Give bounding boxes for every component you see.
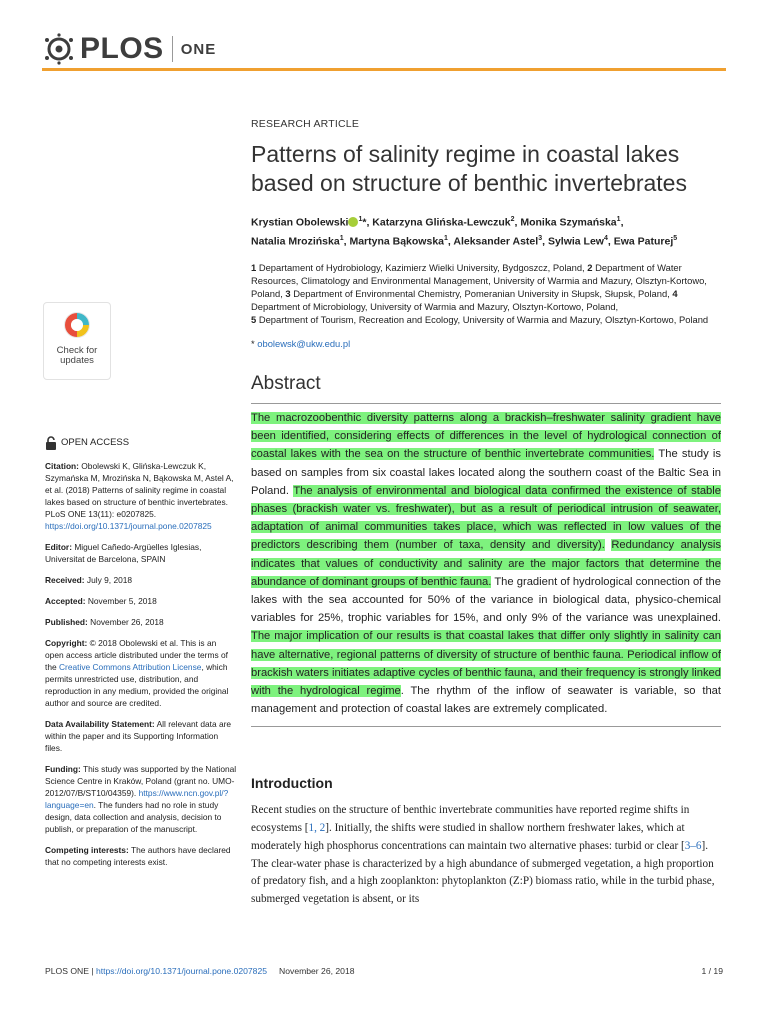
abstract-bottom-rule xyxy=(251,726,721,727)
abstract-highlight: Redundancy analysis indicates that values of conductivity and salinity are the major factors that determine the abundance of dominant groups of benthic fauna. xyxy=(251,539,722,588)
accepted-block xyxy=(45,595,237,607)
abstract-highlight: The analysis of environmental and biological data confirmed the existence of stable phases (brackish water vs. freshwater), but as a result of periodical intrusion of seawater, adaptation of animal communities takes place, which was reflected in low values of the predictors describing them (number of taxa, density and diversity). xyxy=(251,484,721,552)
orcid-icon[interactable] xyxy=(348,217,358,227)
abstract-text: . The rhythm of the inflow of seawater is variable, so that management and protection of coastal lakes are extremely complicated. xyxy=(251,685,721,716)
footer-separator: | xyxy=(88,966,96,976)
funding-text-2: . The funders had no role in study design, data collection and analysis, decision to publish, or preparation of the manuscript. xyxy=(45,800,222,834)
author-affil-sup: 3 xyxy=(538,234,543,242)
citation-doi-link[interactable]: https://doi.org/10.1371/journal.pone.0207825 xyxy=(45,521,212,531)
published-date: November 26, 2018 xyxy=(90,617,164,627)
check-for-updates-badge[interactable] xyxy=(43,302,111,380)
affil-text: Department of Tourism, Recreation and Ecology, University of Warmia and Mazury, Olsztyn-Kortowo, Poland xyxy=(258,314,709,325)
abstract-heading: Abstract xyxy=(251,373,321,394)
citation-block xyxy=(45,460,237,532)
data-availability-block xyxy=(45,718,237,754)
author-affil-sup: 4 xyxy=(603,234,608,242)
funding-block xyxy=(45,763,237,835)
author-name[interactable]: Monika Szymańska xyxy=(520,216,617,229)
abstract-body xyxy=(251,409,721,718)
copyright-text-2: , which permits unrestricted use, distribution, and reproduction in any medium, provided the original author and source are credited. xyxy=(45,662,229,708)
email-link[interactable]: obolewsk@ukw.edu.pl xyxy=(257,338,351,349)
check-for-updates-line2: updates xyxy=(60,355,94,366)
author-affil-sup: 1 xyxy=(358,216,363,223)
affil-number: 2 xyxy=(587,262,593,273)
article-title: Patterns of salinity regime in coastal lakes based on structure of benthic invertebrates xyxy=(251,141,687,196)
received-label: Received: xyxy=(45,575,85,585)
open-access-label xyxy=(45,436,237,450)
corresponding-mark: * xyxy=(362,216,367,229)
author-name[interactable]: Martyna Bąkowska xyxy=(349,235,444,247)
reference-link[interactable]: 3–6 xyxy=(684,839,702,852)
article-main xyxy=(251,118,721,909)
data-availability-text: All relevant data are within the paper and its Supporting Information files. xyxy=(45,719,232,753)
plos-logo-icon xyxy=(42,32,76,66)
competing-interests-block xyxy=(45,844,237,868)
abstract-highlight: The major implication of our results is that coastal lakes that differ only slightly in salinity can have alternative, regional patterns of diversity of structure of benthic fauna. Periodical inflow of brackish waters initiates adaptive cycles of benthic fauna, and their frequency is strongly linked with the hydrological regime xyxy=(251,630,721,698)
accepted-date: November 5, 2018 xyxy=(87,596,157,606)
license-link[interactable]: Creative Commons Attribution License xyxy=(58,662,202,672)
copyright-label: Copyright: xyxy=(45,638,88,648)
affil-number: 5 xyxy=(251,314,257,325)
author-name[interactable]: Sylwia Lew xyxy=(547,235,604,247)
affil-text: Departament of Hydrobiology, Kazimierz Wielki University, Bydgoszcz, Poland, xyxy=(258,262,585,273)
affil-text: Department of Water Resources, Climatology and Environmental Management, University of Warmia and Mazury, Olsztyn-Kortowo, Poland, xyxy=(251,262,707,299)
affil-text: Department of Environmental Chemistry, Pomeranian University in Słupsk, Słupsk, Poland, xyxy=(293,288,670,299)
editor-text: Miguel Cañedo-Argüelles Iglesias, Universitat de Barcelona, SPAIN xyxy=(45,542,202,564)
reference-link[interactable]: 1, 2 xyxy=(308,822,326,835)
copyright-block xyxy=(45,637,237,709)
published-label: Published: xyxy=(45,617,88,627)
open-access-text: OPEN ACCESS xyxy=(61,437,130,448)
author-name[interactable]: Natalia Mrozińska xyxy=(251,235,340,247)
logo-suffix: ONE xyxy=(180,40,217,58)
author-affil-sup: 1 xyxy=(616,216,621,223)
author-name[interactable]: Aleksander Astel xyxy=(453,235,539,247)
affil-text: Department of Microbiology, University of Warmia and Mazury, Olsztyn-Kortowo, Poland, xyxy=(251,301,619,312)
received-block xyxy=(45,574,237,586)
author-affil-sup: 1 xyxy=(339,234,344,242)
copyright-text-1: © 2018 Obolewski et al. This is an open access article distributed under the terms of the xyxy=(45,638,228,672)
page-footer xyxy=(45,966,723,976)
author-affil-sup: 2 xyxy=(510,216,515,223)
article-type: RESEARCH ARTICLE xyxy=(251,118,360,130)
introduction-body xyxy=(251,802,721,908)
accepted-label: Accepted: xyxy=(45,596,86,606)
logo-text: PLOS xyxy=(80,32,164,65)
received-date: July 9, 2018 xyxy=(86,575,133,585)
author-affil-sup: 5 xyxy=(673,234,678,242)
competing-interests-label: Competing interests: xyxy=(45,845,129,855)
competing-interests-text: The authors have declared that no competing interests exist. xyxy=(45,845,231,867)
intro-text: Recent studies on the structure of benthic invertebrate communities have reported regime shifts in ecosystems [ xyxy=(251,804,690,835)
abstract-text: The gradient of hydrological connection of the lakes with the sea accounted for 50% of the variance in biological data, physico-chemical variables for 25%, trophic variables for 15%, and only 9% of the variance was unexplained. xyxy=(251,575,721,625)
abstract-top-rule xyxy=(251,403,721,404)
editor-label: Editor: xyxy=(45,542,72,552)
editor-block xyxy=(45,541,237,565)
data-availability-label: Data Availability Statement: xyxy=(45,719,155,729)
affil-number: 1 xyxy=(251,262,257,273)
footer-date: November 26, 2018 xyxy=(279,966,355,976)
crossmark-icon xyxy=(63,311,91,339)
check-for-updates-line1: Check for xyxy=(56,345,98,356)
header-rule xyxy=(42,68,726,71)
affiliations xyxy=(251,261,721,326)
introduction-heading: Introduction xyxy=(251,775,333,792)
corresponding-asterisk: * xyxy=(251,338,255,349)
author-affil-sup: 1 xyxy=(444,234,448,242)
plos-logo[interactable] xyxy=(42,30,216,68)
affil-number: 4 xyxy=(672,288,678,299)
article-sidebar xyxy=(45,436,237,877)
page-number: 1 / 19 xyxy=(701,966,723,976)
author-name[interactable]: Katarzyna Glińska-Lewczuk xyxy=(372,216,511,229)
logo-divider xyxy=(172,36,173,62)
funding-label: Funding: xyxy=(45,764,81,774)
footer-journal: PLOS ONE xyxy=(45,966,89,976)
intro-text: ]. Initially, the shifts were studied in shallow northern freshwater lakes, which at moderately high phosphorus concentrations can maintain two alternative phases: turbid or clear [ xyxy=(251,822,685,852)
abstract-text: The study is based on samples from six coastal lakes located along the southern coast of the Baltic Sea in Poland. xyxy=(251,448,721,497)
open-lock-icon xyxy=(45,436,57,450)
footer-doi-link[interactable]: https://doi.org/10.1371/journal.pone.0207825 xyxy=(95,966,268,976)
corresponding-email xyxy=(251,338,721,349)
author-name[interactable]: Ewa Paturej xyxy=(613,235,674,247)
abstract-highlight: The macrozoobenthic diversity patterns along a brackish–freshwater salinity gradient have been identified, considering effects of differences in the level of hydrological connection of coastal lakes with the sea on the structure of benthic invertebrate communities. xyxy=(251,412,721,461)
published-block xyxy=(45,616,237,628)
citation-label: Citation: xyxy=(45,461,79,471)
author-name[interactable]: Krystian Obolewski xyxy=(251,216,349,229)
intro-text: ]. The clear-water phase is characterized by a high abundance of submerged vegetation, a high proportion of predatory fish, and a high zooplankton: phytoplankton (Z:P) biomass ratio, while in the turbid phase, submerged vegetation is absent, or its xyxy=(251,839,715,905)
affil-number: 3 xyxy=(285,288,291,299)
citation-text: Obolewski K, Glińska-Lewczuk K, Szymańska M, Mrozińska N, Bąkowska M, Astel A, et al. (2018) Patterns of salinity regime in coastal lakes based on structure of benthic invertebrates. PLoS ONE 13(11): e0207825. xyxy=(45,461,234,519)
funding-text-1: This study was supported by the National Science Centre in Kraków, Poland (grant no. UMO-2012/07/B/ST10/04359). xyxy=(45,764,237,798)
funding-link[interactable]: https://www.ncn.gov.pl/?language=en xyxy=(45,788,229,810)
author-list: Krystian Obolewski $^1$*, Katarzyna Glińska-Lewczuk$^2$, Monika Szymańska$^1$, Natalia Mrozińska$^1$, Martyna Bąkowska$^1$, Aleksander Astel$^3$, Sylwia Lew$^4$, Ewa Paturej$^5$ xyxy=(251,216,678,247)
